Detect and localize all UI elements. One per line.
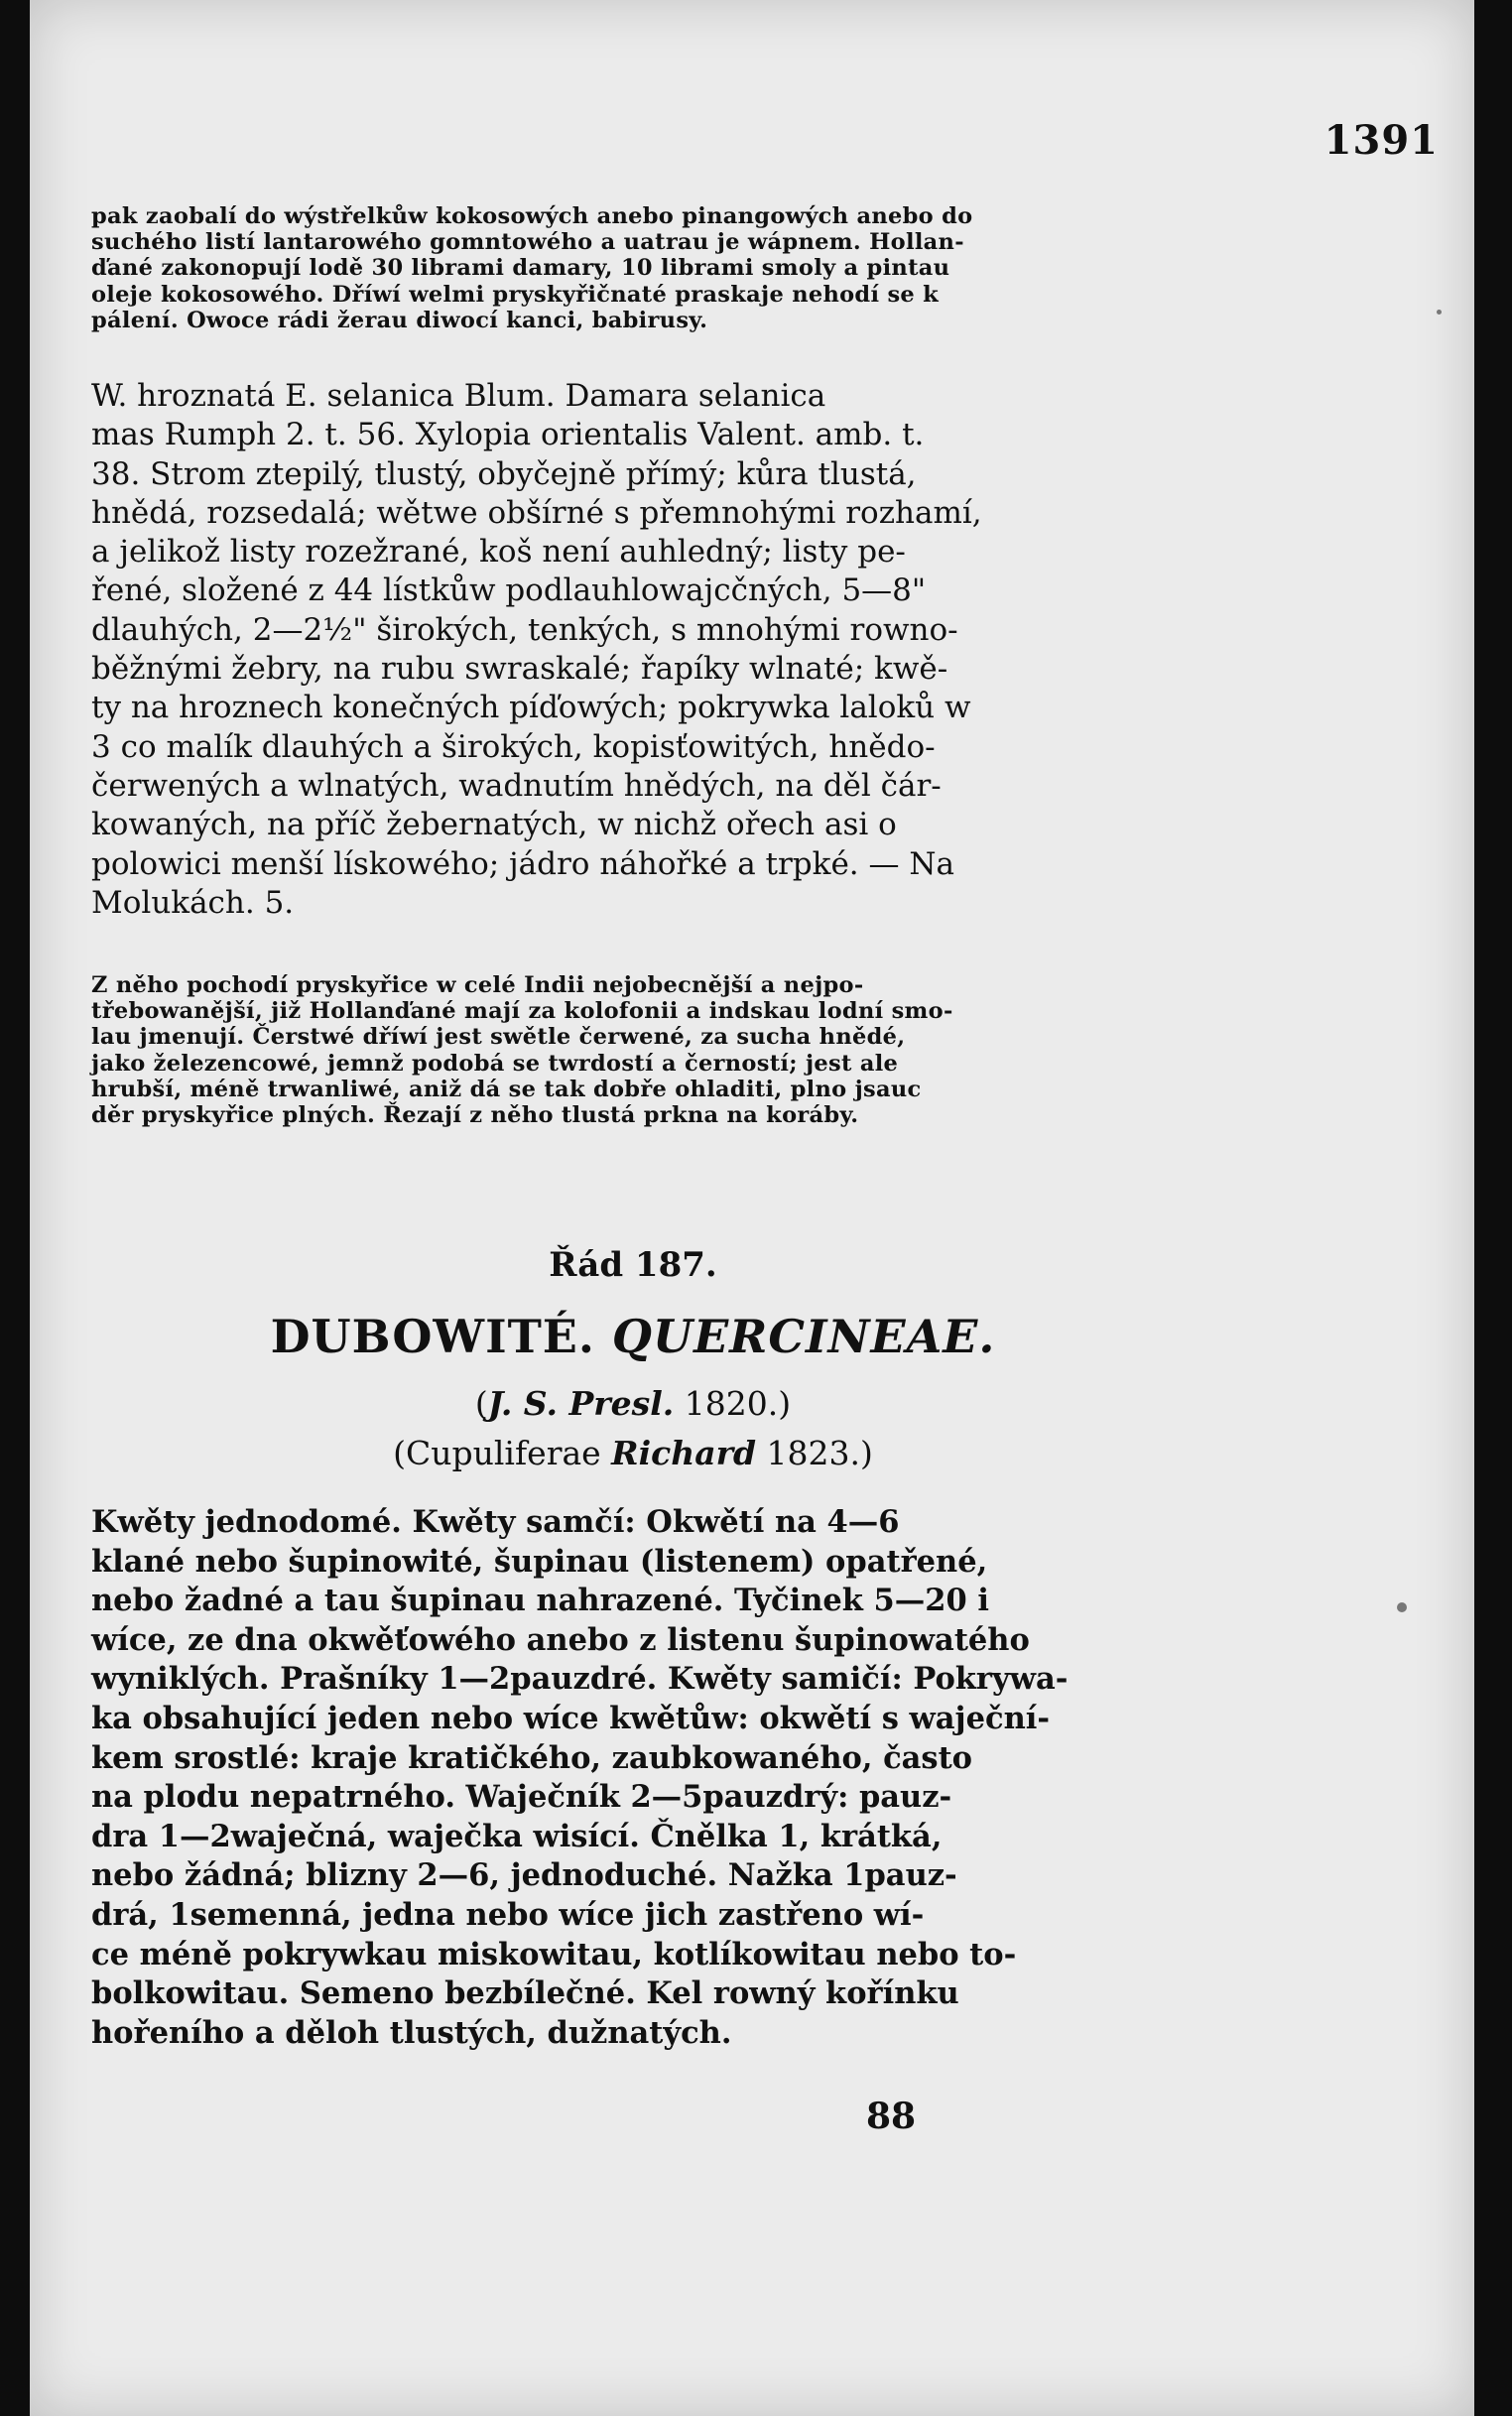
text-line: řené, složené z 44 lístkůw podlauhlowajcčných, 5—8" (91, 572, 927, 609)
text-line: Z něho pochodí pryskyřice w celé Indii nejobecnější a nejpo- (91, 972, 864, 998)
text-line: bolkowitau. Semeno bezbílečné. Kel rowný kořínku (91, 1975, 959, 2012)
paper-speck (1437, 310, 1442, 315)
book-page (30, 0, 1474, 2416)
synonym-author: Richard (611, 1434, 757, 1472)
text-line: na plodu nepatrného. Waječník 2—5pauzdrý: pauz- (91, 1779, 952, 1816)
family-synonym (91, 1434, 1175, 1472)
text-line: suchého listí lantarowého gomntowého a uatrau je wápnem. Hollan- (91, 229, 964, 256)
text-line: pak zaobalí do wýstřelkůw kokosowých anebo pinangowých anebo do (91, 203, 973, 229)
author-year: 1820.) (674, 1384, 792, 1423)
text-line: nebo žadné a tau šupinau nahrazené. Tyčinek 5—20 i (91, 1583, 989, 1619)
text-line: polowici menší lískowého; jádro náhořké a trpké. — Na (91, 845, 954, 882)
text-line: oleje kokosowého. Dříwí welmi pryskyřičnaté praskaje nehodí se k (91, 281, 940, 308)
text-line: dlauhých, 2—2½" širokých, tenkých, s mnohými rowno- (91, 611, 958, 648)
text-line: kem srostlé: kraje kratičkého, zaubkowaného, často (91, 1739, 973, 1776)
author-name: J. S. Presl. (487, 1384, 675, 1423)
text-line: drá, 1semenná, jedna nebo wíce jich zastřeno wí- (91, 1896, 925, 1933)
text-line: nebo žádná; blizny 2—6, jednoduché. Nažka 1pauz- (91, 1857, 957, 1894)
text-line: ce méně pokrywkau miskowitau, kotlíkowitau nebo to- (91, 1936, 1017, 1972)
species-description (91, 377, 1175, 923)
text-line: Molukách. 5. (91, 884, 295, 921)
text-line: čerwených a wlnatých, wadnutím hnědých, na děl čár- (91, 767, 942, 804)
text-line: ty na hroznech konečných píďowých; pokrywka laloků w (91, 690, 971, 726)
text-line: běžnými žebry, na rubu swraskalé; řapíky wlnaté; kwě- (91, 651, 948, 688)
text-line: děr pryskyřice plných. Řezají z něho tlustá prkna na koráby. (91, 1102, 859, 1129)
text-line: 38. Strom ztepilý, tlustý, obyčejně přímý; kůra tlustá, (91, 455, 917, 492)
text-line: a jelikož listy rozežrané, koš není auhledný; listy pe- (91, 534, 906, 571)
text-line: Kwěty jednodomé. Kwěty samčí: Okwětí na 4—6 (91, 1504, 900, 1540)
family-description (91, 1503, 1175, 2053)
family-name-latin: QUERCINEAE. (611, 1310, 996, 1363)
text-line: dra 1—2waječná, waječka wisící. Čnělka 1, krátká, (91, 1818, 943, 1854)
text-line: hnědá, rozsedalá; wětwe obšírné s přemnohými rozhamí, (91, 494, 982, 531)
text-line: W. hroznatá E. selanica Blum. Damara selanica (91, 378, 826, 414)
text-line: třebowanější, již Hollanďané mají za kolofonii a indskau lodní smo- (91, 998, 953, 1025)
text-line: hrubší, méně trwanliwé, aniž dá se tak dobře ohladiti, plno jsauc (91, 1076, 922, 1102)
text-line: jako železencowé, jemnž podobá se twrdostí a čerností; jest ale (91, 1050, 899, 1077)
text-line: klané nebo šupinowité, šupinau (listenem) opatřené, (91, 1543, 988, 1580)
usage-note (91, 972, 1175, 1128)
text-line: wíce, ze dna okwěťowého anebo z listenu šupinowatého (91, 1621, 1030, 1658)
synonym-year: 1823.) (756, 1434, 873, 1472)
text-line: hořeního a děloh tlustých, dužnatých. (91, 2014, 732, 2051)
family-name-czech: DUBOWITÉ. (270, 1310, 595, 1363)
text-line: kowaných, na příč žebernatých, w nichž ořech asi o (91, 807, 897, 843)
family-heading (91, 1310, 1175, 1363)
text-line: wyniklých. Prašníky 1—2pauzdré. Kwěty samičí: Pokrywa- (91, 1661, 1069, 1698)
author-prefix: ( (474, 1384, 488, 1423)
intro-paragraph (91, 203, 1175, 333)
synonym-name: (Cupuliferae (393, 1434, 612, 1472)
text-line: 3 co malík dlauhých a širokých, kopisťowitých, hnědo- (91, 728, 936, 765)
page-number: 1391 (1323, 117, 1439, 164)
printer-signature: 88 (866, 2096, 917, 2137)
order-heading: Řád 187. (549, 1245, 717, 1285)
text-line: ka obsahující jeden nebo wíce kwětůw: okwětí s waječní- (91, 1700, 1050, 1736)
text-line: lau jmenují. Čerstwé dříwí jest swětle čerwené, za sucha hnědé, (91, 1024, 906, 1051)
text-line: mas Rumph 2. t. 56. Xylopia orientalis Valent. amb. t. (91, 417, 925, 453)
family-author (91, 1384, 1175, 1423)
text-line: pálení. Owoce rádi žerau diwocí kanci, babirusy. (91, 307, 708, 333)
paper-speck (1397, 1602, 1407, 1612)
text-line: ďané zakonopují lodě 30 librami damary, 10 librami smoly a pintau (91, 255, 950, 282)
